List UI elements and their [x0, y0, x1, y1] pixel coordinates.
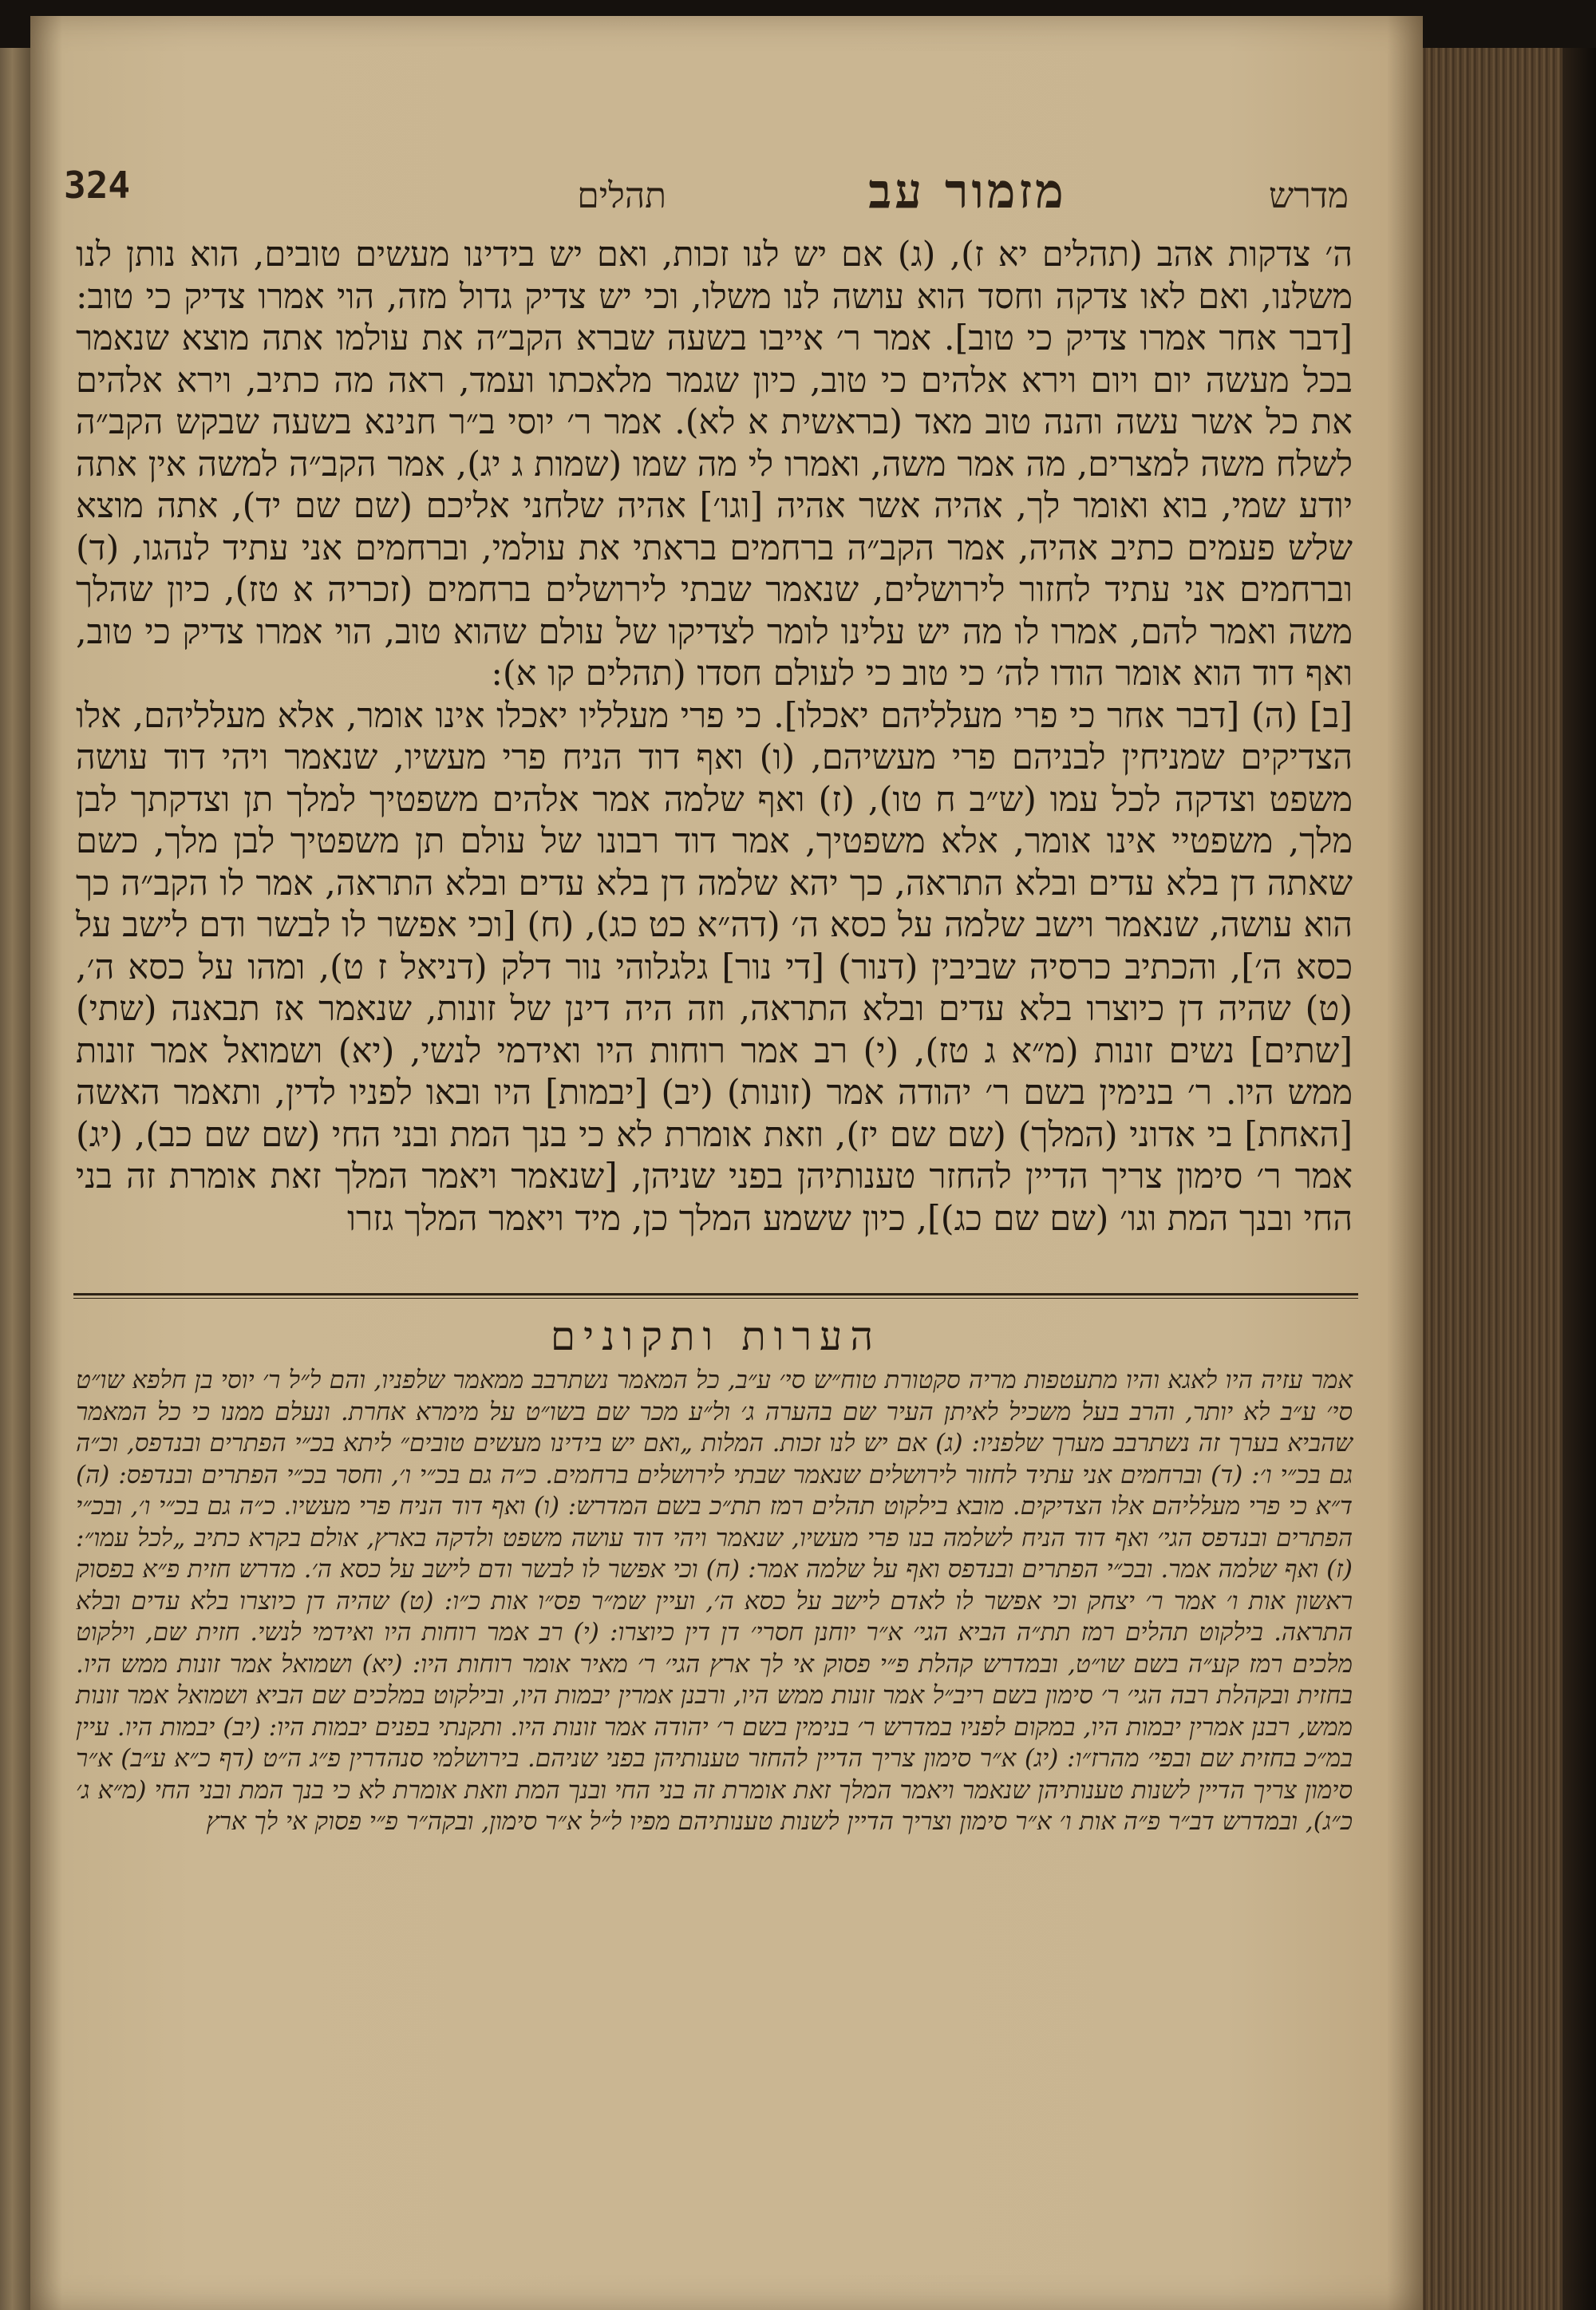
page-number: 324	[64, 164, 131, 207]
main-paragraph-2: [ב] (ה) [דבר אחר כי פרי מעלליהם יאכלו]. כי פרי מעלליו יאכלו אינו אומר, אלא מעלליהם, אלו הצדיקים שמניחין לבניהם פרי מעשיהם, (ו) ואף דוד הניח פרי מעשיו, שנאמר ויהי דוד עושה משפט וצדקה לכל עמו (ש״ב ח טו), (ז) ואף שלמה אמר אלהים משפטיך למלך תן וצדקתך לבן מלך, משפטיי אינו אומר, אלא משפטיך, אמר דוד רבונו של עולם תן משפטיך לבן מלך, כשם שאתה דן בלא עדים ובלא התראה, כך יהא שלמה דן בלא עדים ובלא התראה, אמר לו הקב״ה כך הוא עושה, שנאמר וישב שלמה על כסא ה׳ (דה״א כט כג), (ח) [וכי אפשר לו לבשר ודם לישב על כסא ה׳], והכתיב כרסיה שביבין (דנור) [די נור] גלגלוהי נור דלק (דניאל ז ט), ומהו על כסא ה׳, (ט) שהיה דן כיוצרו בלא עדים ובלא התראה, וזה היה דינן של זונות, שנאמר אז תבאנה (שתי) [שתים] נשים זונות (מ״א ג טז), (י) רב אמר רוחות היו ואידמי לנשי, (יא) ושמואל אמר זונות ממש היו. ר׳ בנימין בשם ר׳ יהודה אמר (זונות) (יב) [יבמות] היו ובאו לפניו לדין, ותאמר האשה [האחת] בי אדוני (המלך) (שם שם יז), וזאת אומרת לא כי בנך המת ובני החי (שם שם כב), (יג) אמר ר׳ סימון צריך הדיין להחזר טענותיהן בפני שניהן, [שנאמר ויאמר המלך זאת אומרת זה בני החי ובנך המת וגו׳ (שם שם כג)], כיון ששמע המלך כן, מיד ויאמר המלך גזרו	[76, 695, 1353, 1239]
main-text-block	[76, 234, 1353, 1240]
running-head-left: תהלים	[577, 176, 666, 216]
running-head-center: מזמור עב	[868, 164, 1067, 220]
running-head-right: מדרש	[1268, 176, 1349, 216]
section-divider-thin	[73, 1298, 1358, 1299]
main-paragraph-1: ה׳ צדקות אהב (תהלים יא ז), (ג) אם יש לנו זכות, ואם יש בידינו מעשים טובים, הוא נותן לנו משלנו, ואם לאו צדקה וחסד הוא עושה לנו משלו, וכי יש צדיק גדול מזה, הוי אמרו צדיק כי טוב: [דבר אחר אמרו צדיק כי טוב]. אמר ר׳ אייבו בשעה שברא הקב״ה את עולמו אתה מוצא שנאמר בכל מעשה יום ויום וירא אלהים כי טוב, כיון שגמר מלאכתו ועמד, ראה מה כתיב, וירא אלהים את כל אשר עשה והנה טוב מאד (בראשית א לא). אמר ר׳ יוסי ב״ר חנינא בשעה שבקש הקב״ה לשלח משה למצרים, מה אמר משה, ואמרו לי מה שמו (שמות ג יג), אמר הקב״ה למשה אין אתה יודע שמי, בוא ואומר לך, אהיה אשר אהיה [וגו׳] אהיה שלחני אליכם (שם שם יד), אתה מוצא שלש פעמים כתיב אהיה, אמר הקב״ה ברחמים בראתי את עולמי, וברחמים אני עתיד לנהגו, (ד) וברחמים אני עתיד לחזור לירושלים, שנאמר שבתי לירושלים ברחמים (זכריה א טז), כיון שהלך משה ואמר להם, אמרו לו מה יש עלינו לומר לצדיקו של עולם שהוא טוב, הוי אמרו צדיק כי טוב, ואף דוד הוא אומר הודו לה׳ כי טוב כי לעולם חסדו (תהלים קו א):	[76, 235, 1353, 694]
running-head	[231, 164, 1349, 220]
previous-page-edge	[0, 48, 30, 2310]
section-divider	[73, 1293, 1358, 1295]
notes-title: הערות ותקונים	[550, 1313, 882, 1359]
notes-block	[76, 1365, 1353, 1838]
book-page-edges	[1412, 48, 1564, 2310]
book-edge-shadow	[1562, 48, 1596, 2310]
notes-paragraph: אמר עזיה היו לאגא והיו מתעטפות מריה סקטורת טוח״ש סי׳ ע״ב, כל המאמר נשתרבב ממאמר שלפניו, והם ל״ל ר׳ יוסי בן חלפא שו״ט סי׳ ע״ב לא יותר, והרב בעל משכיל לאיתן העיר שם בהערה ג׳ ול״ע מכר שם בשו״ט על מימרא אחרת. ונעלם ממנו כי כל המאמר שהביא בערך זה נשתרבב מערך שלפניו: (ג) אם יש לנו זכות. המלות „ואם יש בידינו מעשים טובים״ ליתא בכ״י הפתרים ובנדפס, וכ״ה גם בכ״י ו׳: (ד) וברחמים אני עתיד לחזור לירושלים שנאמר שבתי לירושלים ברחמים. כ״ה גם בכ״י ו׳, וחסר בכ״י הפתרים ובנדפס: (ה) ד״א כי פרי מעלליהם אלו הצדיקים. מובא בילקוט תהלים רמז תת״כ בשם המדרש: (ו) ואף דוד הניח פרי מעשיו. כ״ה גם בכ״י ו׳, ובכ״י הפתרים ובנדפס הגי׳ ואף דוד הניח לשלמה בנו פרי מעשיו, שנאמר ויהי דוד עושה משפט ולדקה בארץ, אולם בקרא כתיב „לכל עמו״: (ז) ואף שלמה אמר. ובכ״י הפתרים ובנדפס ואף על שלמה אמר: (ח) וכי אפשר לו לבשר ודם לישב על כסא ה׳. מדרש חזית פ״א בפסוק ראשון אות ו׳ אמר ר׳ יצחק וכי אפשר לו לאדם לישב על כסא ה׳, ועיין שמ״ר פס״ו אות כ״ו: (ט) שהיה דן כיוצרו בלא עדים ובלא התראה. בילקוט תהלים רמז תת״ה הביא הגי׳ א״ר יוחנן חסרי׳ דן דין כיוצרו: (י) רב אמר רוחות היו ואידמי לנשי. חזית שם, וילקוט מלכים רמז קע״ה בשם שו״ט, ובמדרש קהלת פ״י פסוק אי לך ארץ הגי׳ ר׳ מאיר אומר רוחות היו: (יא) ושמואל אמר זונות ממש היו. בחזית ובקהלת רבה הגי׳ ר׳ סימון בשם ריב״ל אמר זונות ממש היו, ורבנן אמרין יבמות היו, ובילקוט במלכים שם הביא ושמואל אמר זונות ממש, רבנן אמרין יבמות היו, במקום לפניו במדרש ר׳ בנימין בשם ר׳ יהודה אמר זונות היו. ותקנתי בפנים יבמות היו: (יב) יבמות היו. עיין במ״כ בחזית שם ובפי׳ מהרז״ו: (יג) א״ר סימון צריך הדיין להחזר טענותיהן בפני שניהם. בירושלמי סנהדרין פ״ג ה״ט (דף כ״א ע״ב) א״ר סימון צריך הדיין לשנות טענותיהן שנאמר ויאמר המלך זאת אומרת זה בני החי ובנך המת וזאת אומרת לא כי בנך המת ובני החי (מ״א ג׳ כ״ג), ובמדרש דב״ר פ״ה אות ו׳ א״ר סימון וצריך הדיין לשנות טענותיהם מפיו ל״ל א״ר סימון, ובקה״ר פ״י פסוק אי לך ארץ	[76, 1366, 1353, 1836]
page-header	[64, 164, 1349, 220]
